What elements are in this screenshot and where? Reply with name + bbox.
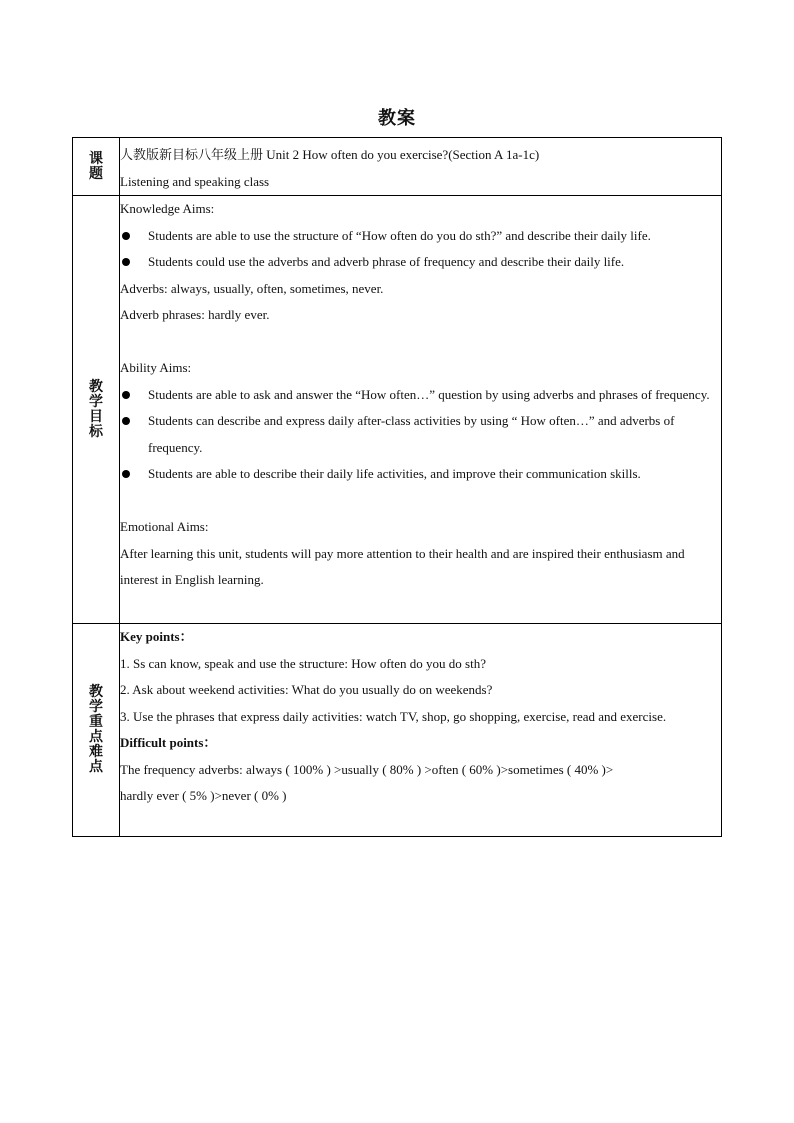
key-points-heading: Key points： (120, 629, 193, 644)
objectives-label-cell (73, 196, 120, 624)
adverbs-line: Adverbs: always, usually, often, sometimes, never. (120, 280, 384, 296)
ability-heading: Ability Aims: (120, 360, 192, 375)
topic-title-line: 人教版新目标八年级上册 Unit 2 How often do you exercise?(Section A 1a-1c) (120, 147, 540, 162)
difficult-point-line: hardly ever ( 5% )>never ( 0% ) (120, 788, 287, 803)
row-key-difficult (73, 624, 722, 837)
topic-label: 课题 (89, 150, 103, 182)
ability-item (120, 408, 721, 461)
ability-item-text: Students can describe and express daily after-class activities by using “ How often…” and adverbs of frequency. (148, 413, 675, 455)
knowledge-item (120, 249, 721, 276)
key-point-item: 3. Use the phrases that express daily activities: watch TV, shop, go shopping, exercise, read and exercise. (120, 708, 667, 724)
key-difficult-content (120, 624, 722, 837)
bullet-dot-icon (122, 470, 130, 478)
ability-item-text: Students are able to describe their daily life activities, and improve their communication skills. (148, 466, 641, 481)
class-type: Listening and speaking class (120, 173, 270, 189)
bullet-dot-icon (122, 258, 130, 266)
objectives-content (120, 196, 722, 624)
row-topic (73, 138, 722, 196)
difficult-point-line: The frequency adverbs: always ( 100% ) >usually ( 80% ) >often ( 60% )>sometimes ( 40% )> (120, 761, 614, 777)
spacer (120, 329, 721, 356)
key-difficult-label-cell (73, 624, 120, 837)
ability-item-text: Students are able to ask and answer the “How often…” question by using adverbs and phrases of frequency. (148, 386, 710, 402)
key-point-item: 2. Ask about weekend activities: What do you usually do on weekends? (120, 682, 493, 697)
document-title: 教案 (378, 108, 416, 129)
topic-label-cell (73, 138, 120, 196)
bullet-dot-icon (122, 391, 130, 399)
ability-item (120, 461, 721, 488)
emotional-text: After learning this unit, students will pay more attention to their health and are inspired their enthusiasm and interest in English learning. (120, 545, 685, 587)
spacer (120, 488, 721, 515)
row-objectives (73, 196, 722, 624)
emotional-heading: Emotional Aims: (120, 519, 209, 534)
difficult-points-heading: Difficult points： (120, 735, 217, 750)
lesson-plan-table (72, 137, 722, 837)
bullet-dot-icon (122, 232, 130, 240)
bullet-dot-icon (122, 417, 130, 425)
objectives-label: 教学目标 (89, 378, 103, 440)
knowledge-item-text: Students are able to use the structure of “How often do you do sth?” and describe their daily life. (148, 227, 651, 243)
knowledge-item (120, 223, 721, 250)
key-difficult-label: 教学重点难点 (89, 684, 103, 775)
knowledge-item-text: Students could use the adverbs and adverb phrase of frequency and describe their daily life. (148, 254, 625, 269)
key-point-item: 1. Ss can know, speak and use the structure: How often do you do sth? (120, 655, 486, 671)
topic-content (120, 138, 722, 196)
knowledge-heading: Knowledge Aims: (120, 201, 215, 216)
adverb-phrases-line: Adverb phrases: hardly ever. (120, 307, 270, 322)
ability-item (120, 382, 721, 409)
